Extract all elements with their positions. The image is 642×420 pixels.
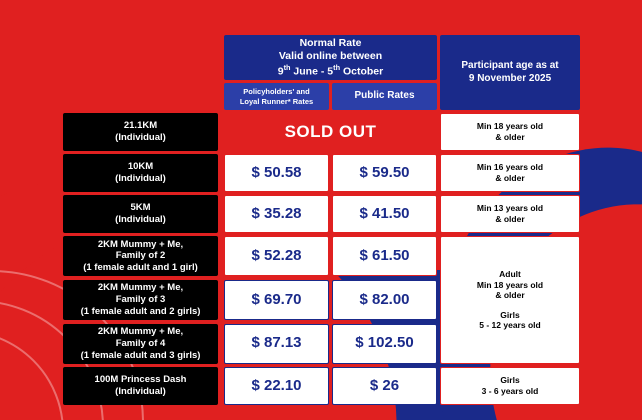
table-row — [63, 154, 580, 192]
price-value: $ 26 — [369, 376, 400, 394]
policyholder-line2: Loyal Runner* Rates — [239, 96, 314, 106]
category-line2: (Individual) — [115, 386, 166, 397]
category-line1: 100M Princess Dash — [94, 374, 187, 386]
age-line2: & older — [495, 214, 525, 224]
price-value: $ 52.28 — [251, 246, 302, 264]
category-line2: Family of 2 — [115, 250, 166, 262]
table-row — [63, 236, 580, 277]
price-value: $ 102.50 — [355, 334, 414, 352]
policyholder-line1: Policyholders' and — [243, 87, 310, 97]
age-line2: & older — [495, 173, 525, 183]
table-row — [63, 113, 580, 151]
header-public-rates — [332, 83, 437, 110]
price-value: $ 41.50 — [359, 204, 410, 222]
row-public-price-2km-family2 — [332, 236, 437, 277]
row-public-price-2km-family4 — [332, 323, 437, 364]
pricing-table-container — [60, 32, 583, 408]
row-category-2km-family3 — [63, 280, 221, 321]
row-policyholder-price-2km-family3 — [224, 280, 329, 321]
category-line2: (Individual) — [115, 132, 166, 143]
row-age-10km — [440, 154, 580, 192]
row-age-5km — [440, 195, 580, 233]
category-line1: 5KM — [130, 202, 151, 214]
age-line1: Min 16 years old — [476, 162, 544, 173]
normal-rate-subtitle: Valid online between — [278, 49, 383, 62]
price-value: $ 59.50 — [359, 163, 410, 181]
category-line2: (Individual) — [115, 214, 166, 225]
adult-age-group — [477, 269, 543, 301]
category-line1: 10KM — [127, 161, 154, 173]
adult-line2: & older — [495, 290, 525, 301]
category-line1: 2KM Mummy + Me, — [97, 282, 184, 294]
pricing-table — [60, 32, 583, 408]
header-policyholder-rates — [224, 83, 329, 110]
row-public-price-10km — [332, 154, 437, 192]
girls-title: Girls — [500, 309, 520, 320]
row-public-price-2km-family3 — [332, 280, 437, 321]
category-line2: (Individual) — [115, 173, 166, 184]
row-policyholder-price-2km-family4 — [224, 323, 329, 364]
category-line2: Family of 4 — [115, 337, 166, 349]
price-value: $ 82.00 — [359, 290, 410, 308]
row-age-21km — [440, 113, 580, 151]
header-empty-cell — [63, 35, 221, 80]
row-category-5km — [63, 195, 221, 233]
category-line2: Family of 3 — [115, 294, 166, 306]
adult-line1: Min 18 years old — [476, 279, 544, 290]
price-value: $ 22.10 — [251, 376, 302, 394]
age-line1: Min 18 years old — [476, 121, 544, 132]
category-line1: 21.1KM — [123, 120, 158, 132]
row-category-100m — [63, 367, 221, 405]
header-normal-rate — [224, 35, 437, 80]
row-soldout-21km — [224, 113, 437, 151]
adult-title: Adult — [499, 268, 521, 279]
price-value: $ 35.28 — [251, 204, 302, 222]
participant-age-line1: Participant age as at — [461, 60, 559, 71]
price-value: $ 69.70 — [251, 290, 302, 308]
normal-rate-dates: 9th June - 5th October — [277, 62, 384, 78]
category-line3: (1 female adult and 1 girl) — [83, 262, 198, 274]
normal-rate-title: Normal Rate — [299, 36, 362, 49]
row-policyholder-price-100m — [224, 367, 329, 405]
header-participant-age — [440, 35, 580, 110]
row-policyholder-price-10km — [224, 154, 329, 192]
row-category-10km — [63, 154, 221, 192]
girls-age-group — [479, 310, 540, 331]
row-public-price-100m — [332, 367, 437, 405]
age-line1: Min 13 years old — [476, 203, 544, 214]
row-policyholder-price-2km-family2 — [224, 236, 329, 277]
price-value: $ 50.58 — [251, 163, 302, 181]
price-value: $ 61.50 — [359, 246, 410, 264]
age-line2: & older — [495, 132, 525, 142]
girls-line1: 5 - 12 years old — [479, 320, 541, 331]
header-empty-cell-2 — [63, 83, 221, 110]
row-category-2km-family2 — [63, 236, 221, 277]
category-line1: 2KM Mummy + Me, — [97, 238, 184, 250]
row-category-21km — [63, 113, 221, 151]
sold-out-label: SOLD OUT — [284, 122, 377, 142]
row-policyholder-price-5km — [224, 195, 329, 233]
row-age-2km-merged — [440, 236, 580, 364]
row-age-100m — [440, 367, 580, 405]
table-header-row-1 — [63, 35, 580, 80]
category-line3: (1 female adult and 3 girls) — [80, 349, 201, 361]
table-row — [63, 195, 580, 233]
category-line1: 2KM Mummy + Me, — [97, 325, 184, 337]
price-value: $ 87.13 — [251, 334, 302, 352]
category-line3: (1 female adult and 2 girls) — [80, 305, 201, 317]
age-line2: 3 - 6 years old — [481, 386, 539, 396]
row-public-price-5km — [332, 195, 437, 233]
public-rates-label: Public Rates — [354, 90, 415, 102]
age-line1: Girls — [500, 375, 520, 386]
participant-age-line2: 9 November 2025 — [468, 72, 552, 84]
row-category-2km-family4 — [63, 323, 221, 364]
table-row — [63, 367, 580, 405]
